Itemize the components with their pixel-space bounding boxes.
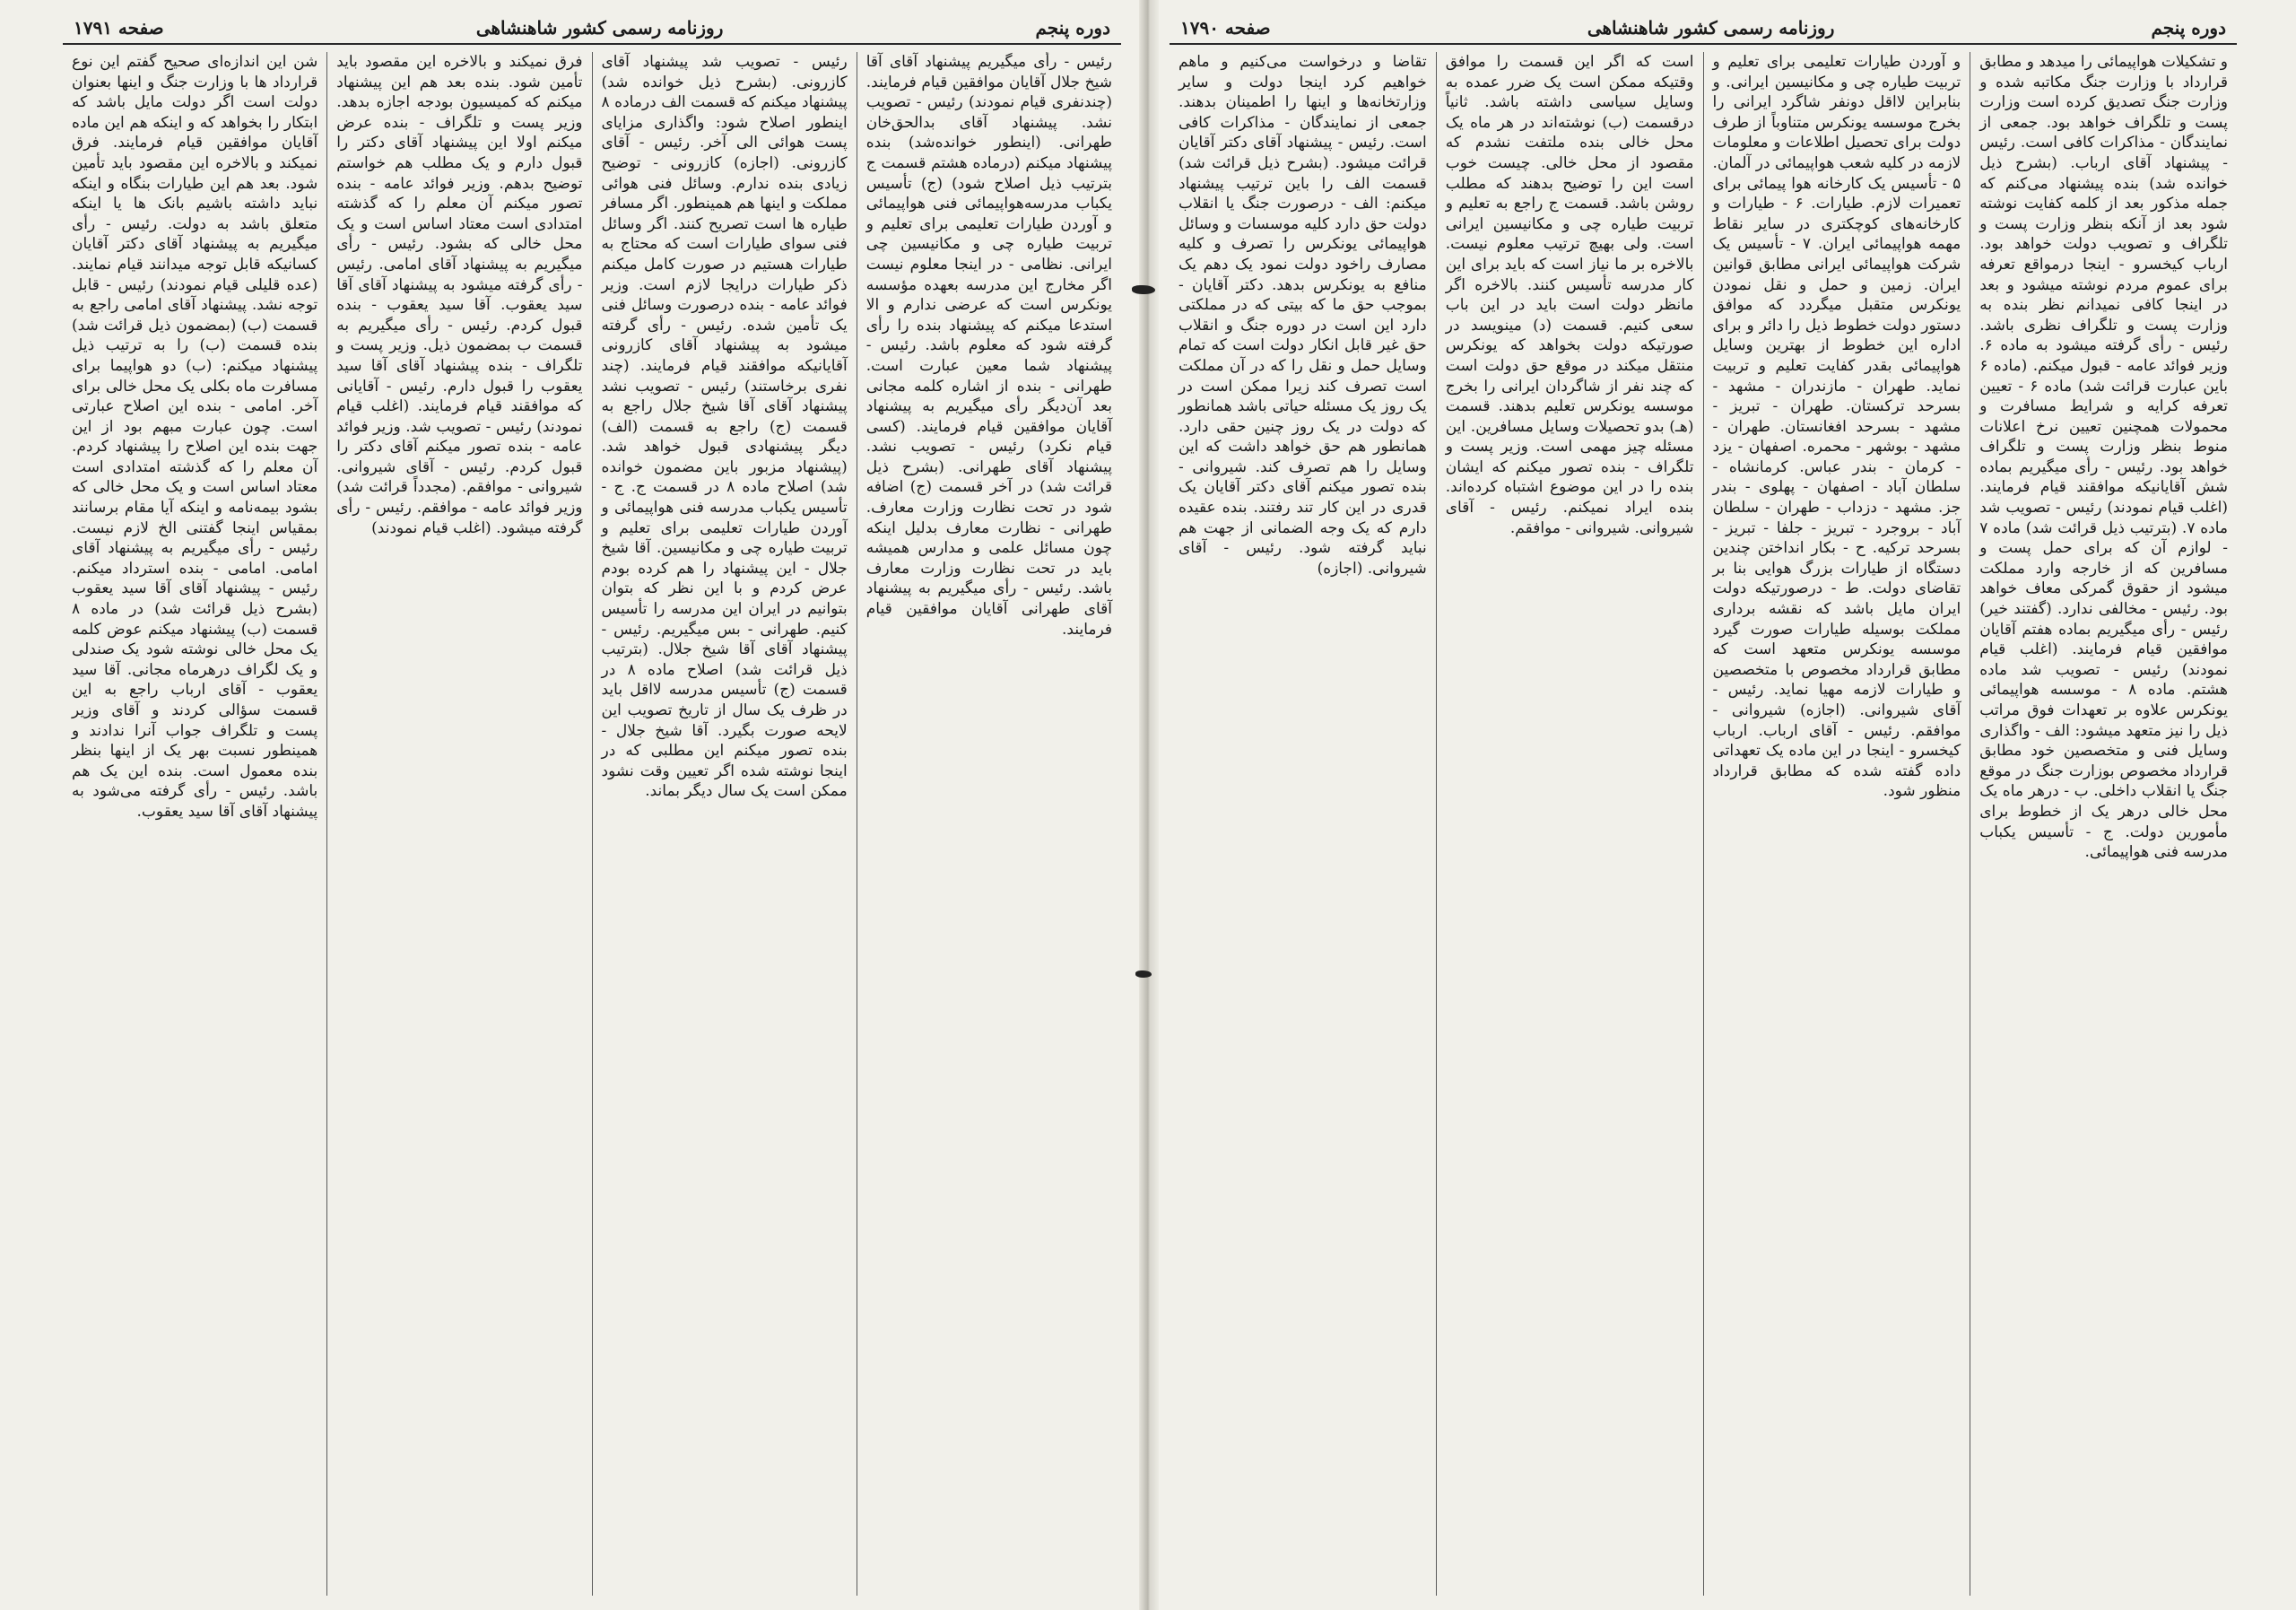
right-column-1 bbox=[1970, 52, 2237, 1596]
page-gutter-fold bbox=[1139, 0, 1159, 1610]
right-page-number: صفحه ۱۷۹۰ bbox=[1180, 17, 1271, 39]
left-column-3 bbox=[326, 52, 591, 1596]
right-title: روزنامه رسمی کشور شاهنشاهی bbox=[1587, 17, 1835, 39]
left-column-1 bbox=[857, 52, 1121, 1596]
left-columns bbox=[63, 52, 1121, 1596]
column-text: و تشکیلات هواپیمائی را میدهد و مطابق قرارداد با وزارت جنگ مکاتبه شده و وزارت جنگ تصدیق کرده است وزارت پست و تلگراف خواهد بود. جمعی از نمایندگان - مذاکرات کافی است. رئیس - پیشنهاد آقای ارباب. (بشرح ذیل خوانده شد) بنده پیشنهاد می‌کنم که جمله مذکور بعد از کلمه کفایت نوشته شود بعد از آنکه بنظر وزارت پست و تلگراف و تصویب دولت خواهد بود. ارباب کیخسرو - اینجا درمواقع تعرفه برای عموم مردم نوشته میشود و بعد در اینجا کافی نمیدانم نظر بنده به وزارت پست و تلگراف نظری باشد. رئیس - رأی گرفته میشود به ماده ۶. وزیر فوائد عامه - قبول میکنم. (ماده ۶ باین عبارت قرائت شد) ماده ۶ - تعیین تعرفه کرایه و شرایط مسافرت و محمولات همچنین تعیین نرخ اعلانات منوط بنظر وزارت پست و تلگراف خواهد بود. رئیس - رأی میگیریم بماده شش آقایانیکه موافقند قیام فرمایند. (اغلب قیام نمودند) رئیس - تصویب شد ماده ۷. (بترتیب ذیل قرائت شد) ماده ۷ - لوازم آن که برای حمل پست و مسافرین که از خارجه وارد مملکت میشود از حقوق گمرکی معاف خواهد بود. رئیس - مخالفی ندارد. (گفتند خیر) رئیس - رأی میگیریم بماده هفتم آقایان موافقین قیام فرمایند. (اغلب قیام نمودند) رئیس - تصویب شد ماده هشتم. ماده ۸ - موسسه هواپیمائی یونکرس علاوه بر تعهدات فوق مراتب ذیل را نیز متعهد میشود: الف - واگذاری وسایل فنی و متخصصین خود مطابق قرارداد مخصوص بوزارت جنگ در موقع جنگ یا انقلاب داخلی. ب - درهر ماه یک محل خالی درهر یک از خطوط برای مأمورین دولت. ج - تأسیس یکباب مدرسه فنی هواپیمائی. bbox=[1979, 53, 2228, 862]
right-column-3 bbox=[1436, 52, 1703, 1596]
left-page-header bbox=[63, 13, 1121, 45]
ink-mark bbox=[1132, 285, 1155, 294]
right-column-4 bbox=[1170, 52, 1436, 1596]
right-column-2 bbox=[1703, 52, 1970, 1596]
left-page-number: صفحه ۱۷۹۱ bbox=[74, 17, 164, 39]
left-column-2 bbox=[592, 52, 857, 1596]
left-title: روزنامه رسمی کشور شاهنشاهی bbox=[475, 17, 724, 39]
right-term: دوره پنجم bbox=[2151, 17, 2226, 39]
right-page-header bbox=[1170, 13, 2237, 45]
column-text: شن این اندازه‌ای صحیح گفتم این نوع قرارداد ها با وزارت جنگ و اینها بعنوان دولت است اگر دولت مایل باشد که ابتکار را بخواهد که و اینکه هم این ماده آقایان موافقین قیام فرمایند. فرق نمیکند و بالاخره این مقصود باید تأمین شود. بعد هم این طیارات بنگاه و اینکه نباید داشته باشیم بانک ها یا اینکه متعلق باشد به دولت. رئیس - رأی میگیریم به پیشنهاد آقای دکتر آقایان کسانیکه قابل توجه میدانند قیام نمایند. (عده قلیلی قیام نمودند) رئیس - قابل توجه نشد. پیشنهاد آقای امامی راجع به قسمت (ب) (بمضمون ذیل قرائت شد) بنده قسمت (ب) را به ترتیب ذیل پیشنهاد میکنم: (ب) دو هواپیما برای مسافرت ماه بکلی یک محل خالی برای آخر. امامی - بنده این اصلاح عبارتی است. چون عبارت مبهم بود از این جهت بنده این اصلاح را پیشنهاد کردم. آن معلم را که گذشته امتدادی است معتاد اساس است و یک محل خالی که بشود بیمه‌نامه و اینکه آیا مقام برسانند بمقیاس اینجا گفتنی الخ لازم نیست. رئیس - رأی میگیریم به پیشنهاد آقای امامی. امامی - بنده استرداد میکنم. رئیس - پیشنهاد آقای آقا سید یعقوب (بشرح ذیل قرائت شد) در ماده ۸ قسمت (ب) پیشنهاد میکنم عوض کلمه یک محل خالی نوشته شود یک صندلی و یک لگراف درهرماه مجانی. آقا سید یعقوب - آقای ارباب راجع به این قسمت سؤالی کردند و آقای وزیر پست و تلگراف جواب آنرا ندادند و همینطور نسبت بهر یک از اینها بنظر بنده معمول است. بنده این یک هم باشد. رئیس - رأی گرفته می‌شود به پیشنهاد آقای آقا سید یعقوب. bbox=[72, 53, 318, 821]
column-text: است که اگر این قسمت را موافق وقتیکه ممکن است یک ضرر عمده به وسایل سیاسی داشته باشد. ثانیاً درقسمت (ب) نوشته‌اند در هر ماه یک محل خالی بنده ملتفت نشدم که مقصود از محل خالی. چیست خوب است این را توضیح بدهند که مطلب روشن باشد. قسمت ج راجع به تعلیم و تربیت طیاره چی و مکانیسین ایرانی است. ولی بهیچ ترتیب معلوم نیست. بالاخره بر ما نیاز است که باید برای این کار مدرسه تأسیس کنند. بالاخره اگر مانظر دولت است باید در این باب سعی کنیم. قسمت (د) مینویسد در صورتیکه دولت بخواهد که یونکرس منتقل میکند در موقع حق دولت است که چند نفر از شاگردان ایرانی را بخرج موسسه یونکرس تعلیم بدهند. قسمت (هـ) بدو تحصیلات وسایل مسافرین. این مسئله چیز مهمی است. وزیر پست و تلگراف - بنده تصور میکنم که ایشان بنده را در این موضوع اشتباه کرده‌اند. بنده ایراد نمیکنم. رئیس - آقای شیروانی. شیروانی - موافقم. bbox=[1445, 53, 1694, 537]
right-page bbox=[1148, 0, 2296, 1610]
left-column-4 bbox=[63, 52, 326, 1596]
ink-mark bbox=[1135, 970, 1152, 978]
column-text: رئیس - رأی میگیریم پیشنهاد آقای آقا شیخ جلال آقایان موافقین قیام فرمایند. (چندنفری قیام نمودند) رئیس - تصویب نشد. پیشنهاد آقای بدالحق‌خان طهرانی. (اینطور خوانده‌شد) بنده پیشنهاد میکنم (درماده هشتم قسمت ج بترتیب ذیل اصلاح شود) (ج) تأسیس یکباب مدرسه‌هواپیمائی فنی هواپیمائی و آوردن طیارات تعلیمی برای تعلیم و تربیت طیاره چی و مکانیسین چی ایرانی. نظامی - در اینجا معلوم نیست اگر مخارج این مدرسه بعهده مؤسسه یونکرس است که عرضی ندارم و الا استدعا میکنم که پیشنهاد بنده را رأی گرفته شود که معلوم باشد. رئیس - پیشنهاد شما معین عبارت است. طهرانی - بنده از اشاره کلمه مجانی بعد آن‌دیگر رأی میگیریم به پیشنهاد آقایان موافقین قیام فرمایند. (کسی قیام نکرد) رئیس - تصویب نشد. پیشنهاد آقای طهرانی. (بشرح ذیل قرائت شد) در آخر قسمت (ج) اضافه شود در تحت نظارت وزارت معارف. طهرانی - نظارت معارف بدلیل اینکه چون مسائل علمی و مدارس همیشه باید در تحت نظارت وزارت معارف باشد. رئیس - رأی میگیریم به پیشنهاد آقای طهرانی آقایان موافقین قیام فرمایند. bbox=[865, 53, 1112, 639]
column-text: فرق نمیکند و بالاخره این مقصود باید تأمین شود. بنده بعد هم این پیشنهاد میکنم که کمیسیون بودجه اجازه بدهد. وزیر پست و تلگراف - بنده عرض میکنم اولا این پیشنهاد آقای دکتر را قبول دارم و یک مطلب هم خواستم توضیح بدهم. وزیر فوائد عامه - بنده تصور میکنم آن معلم را که گذشته امتدادی است معتاد اساس است و یک محل خالی که بشود. رئیس - رأی میگیریم به پیشنهاد آقای امامی. رئیس - رأی گرفته میشود به پیشنهاد آقای آقا سید یعقوب. آقا سید یعقوب - بنده قبول کردم. رئیس - رأی میگیریم به قسمت ب بمضمون ذیل. وزیر پست و تلگراف - بنده پیشنهاد آقای آقا سید یعقوب را قبول دارم. رئیس - آقایانی که موافقند قیام فرمایند. (اغلب قیام نمودند) رئیس - تصویب شد. وزیر فوائد عامه - بنده تصور میکنم آقای دکتر را قبول کردم. رئیس - آقای شیروانی. شیروانی - موافقم. (مجدداً قرائت شد) وزیر فوائد عامه - موافقم. رئیس - رأی گرفته میشود. (اغلب قیام نمودند) bbox=[336, 53, 583, 537]
column-text: رئیس - تصویب شد پیشنهاد آقای کازرونی. (بشرح ذیل خوانده شد) پیشنهاد میکنم که قسمت الف درماده ۸ اینطور اصلاح شود: واگذاری مزایای پست هوائی الی آخر. رئیس - آقای کازرونی. (اجازه) کازرونی - توضیح زیادی بنده ندارم. وسائل فنی هوائی مملکت و اینها هم همینطور. اگر مسافر طیاره ها است تصریح کنند. اگر وسائل فنی سوای طیارات است که محتاج به طیارات هستیم در صورت کامل میکنم ذکر طیارات درایجا لازم است. وزیر فوائد عامه - بنده درصورت وسائل فنی یک تأمین شده. رئیس - رأی گرفته میشود به پیشنهاد آقای کازرونی آقایانیکه موافقند قیام فرمایند. (چند نفری برخاستند) رئیس - تصویب نشد پیشنهاد آقای آقا شیخ جلال راجع به قسمت (ج) راجع به قسمت (الف) دیگر پیشنهادی قبول خواهد شد. (پیشنهاد مزبور باین مضمون خوانده شد) اصلاح ماده ۸ در قسمت ج. ج - تأسیس یکباب مدرسه فنی هواپیمائی و آوردن طیارات تعلیمی برای تعلیم و تربیت طیاره چی و مکانیسین. آقا شیخ جلال - این پیشنهاد را هم کرده بودم عرض کردم و با این نظر که بتوان بتوانیم در ایران این مدرسه را تأسیس کنیم. طهرانی - بس میگیریم. رئیس - پیشنهاد آقای آقا شیخ جلال. (بترتیب ذیل قرائت شد) اصلاح ماده ۸ در قسمت (ج) تأسیس مدرسه لااقل باید در ظرف یک سال از تاریخ تصویب این لایحه صورت بگیرد. آقا شیخ جلال - بنده تصور میکنم این مطلبی که در اینجا نوشته شده اگر تعیین وقت نشود ممکن است یک سال دیگر بماند. bbox=[601, 53, 848, 801]
left-term: دوره پنجم bbox=[1035, 17, 1110, 39]
column-text: تقاضا و درخواست می‌کنیم و ماهم خواهیم کرد اینجا دولت و سایر وزارتخانه‌ها و اینها را اطمینان بدهند. جمعی از نمایندگان - مذاکرات کافی است. رئیس - پیشنهاد آقای دکتر آقایان قرائت میشود. (بشرح ذیل قرائت شد) قسمت الف را باین ترتیب پیشنهاد میکنم: الف - درصورت جنگ یا انقلاب دولت حق دارد کلیه موسسات و وسائل هواپیمائی یونکرس را تصرف و کلیه مصارف راخود دولت نمود یک دهم یک منافع به یونکرس بدهد. دکتر آقایان - بموجب حق ما که بیتی که در مملکتی دارد این است در دوره جنگ و انقلاب حق غیر قابل انکار دولت است که تمام وسایل حمل و نقل را که در آن مملکت است تصرف کند زیرا ممکن است در یک روز یک مسئله حیاتی باشد همانطور که دولت در یک روز چنین حقی دارد. همانطور هم حق خواهد داشت که این وسایل را هم تصرف کند. شیروانی - بنده تصور میکنم آقای دکتر آقایان یک قدری در این کار تند رفتند. بنده عقیده دارم که یک وجه الضمانی از جهت هم نباید گرفته شود. رئیس - آقای شیروانی. (اجازه) bbox=[1178, 53, 1427, 578]
right-columns bbox=[1170, 52, 2237, 1596]
column-text: و آوردن طیارات تعلیمی برای تعلیم و تربیت طیاره چی و مکانیسین ایرانی. و بنابراین لااقل دونفر شاگرد ایرانی را بخرج موسسه یونکرس متناوباً از طرف دولت برای تحصیل اطلاعات و معلومات لازمه در کلیه شعب هواپیمائی در آلمان. ۵ - تأسیس یک کارخانه هوا پیمائی برای تعمیرات لازم. طیارات. ۶ - طیارات و کارخانه‌های کوچکتری در سایر نقاط مهمه هواپیمائی ایران. ۷ - تأسیس یک شرکت هواپیمائی ایرانی مطابق قوانین ایران. زمین و حمل و نقل نمودن یونکرس متقبل میگردد که موافق دستور دولت خطوط ذیل را دائر و برای اداره این خطوط از بهترین وسایل هواپیمائی بقدر کفایت تعلیم و تربیت نماید. طهران - مازندران - مشهد - بسرحد ترکستان. طهران - تبریز - مشهد - بسرحد افغانستان. طهران - مشهد - بوشهر - محمره. اصفهان - یزد - کرمان - بندر عباس. کرمانشاه - سلطان آباد - اصفهان - پهلوی - بندر جز. مشهد - دزداب - طهران - سلطان آباد - بروجرد - تبریز - جلفا - تبریز - بسرحد ترکیه. ح - بکار انداختن چندین دستگاه از طیارات بزرگ هوایی بنا بر تقاضای دولت. ط - درصورتیکه دولت ایران مایل باشد که نقشه برداری مملکت بوسیله طیارات صورت گیرد موسسه یونکرس متعهد است که مطابق قرارداد مخصوص با متخصصین و طیارات لازمه مهیا نماید. رئیس - آقای شیروانی. (اجازه) شیروانی - موافقم. رئیس - آقای ارباب. ارباب کیخسرو - اینجا در این ماده یک تعهداتی داده گفته شده که مطابق قرارداد منظور شود. bbox=[1712, 53, 1961, 801]
